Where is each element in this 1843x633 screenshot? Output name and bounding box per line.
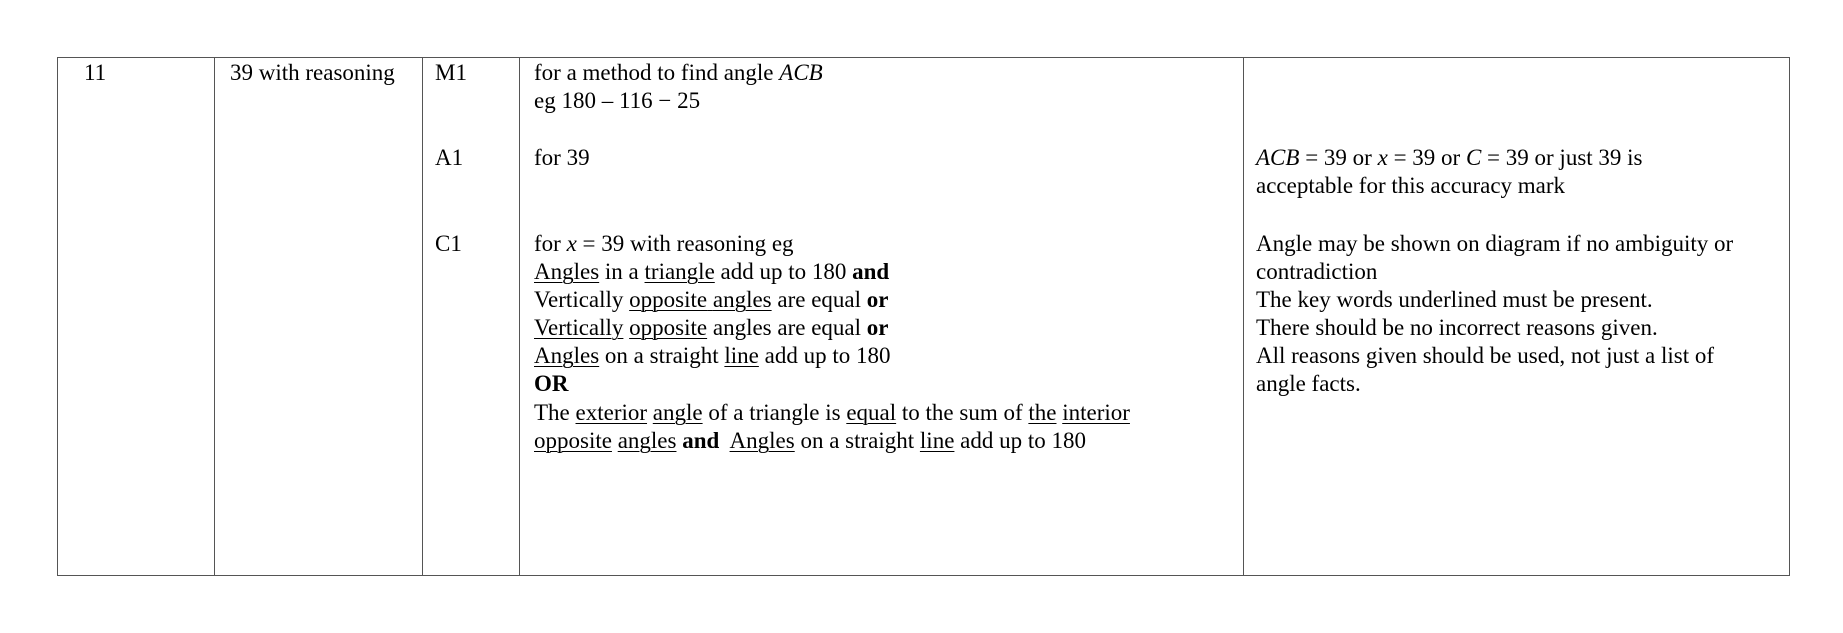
- column-divider: [1243, 58, 1244, 575]
- c1-note-line: angle facts.: [1256, 371, 1361, 396]
- m1-example-line: eg 180 – 116 − 25: [534, 88, 701, 113]
- column-divider: [519, 58, 520, 575]
- c1-note-line: All reasons given should be used, not just a list of: [1256, 343, 1715, 368]
- c1-note-line: contradiction: [1256, 259, 1378, 284]
- m1-method-line: for a method to find angle ACB: [534, 60, 823, 85]
- c1-reason-line: The exterior angle of a triangle is equal to the sum of the interior: [534, 400, 1130, 425]
- column-divider: [422, 58, 423, 575]
- mark-a1: A1: [435, 145, 464, 170]
- c1-reason-line: Vertically opposite angles are equal or: [534, 287, 889, 312]
- question-number: 11: [84, 60, 107, 85]
- a1-note-line: ACB = 39 or x = 39 or C = 39 or just 39 is: [1256, 145, 1643, 170]
- c1-intro-line: for x = 39 with reasoning eg: [534, 231, 794, 256]
- mark-c1: C1: [435, 231, 462, 256]
- c1-reason-line: Angles in a triangle add up to 180 and: [534, 259, 890, 284]
- a1-note-line: acceptable for this accuracy mark: [1256, 173, 1566, 198]
- c1-note-line: The key words underlined must be present.: [1256, 287, 1653, 312]
- mark-m1: M1: [435, 60, 467, 85]
- answer: 39 with reasoning: [230, 60, 395, 85]
- c1-reason-line: Angles on a straight line add up to 180: [534, 343, 891, 368]
- c1-note-line: Angle may be shown on diagram if no ambiguity or: [1256, 231, 1734, 256]
- mark-scheme-table: [57, 57, 1790, 576]
- a1-guidance: for 39: [534, 145, 590, 170]
- c1-note-line: There should be no incorrect reasons given.: [1256, 315, 1658, 340]
- c1-or-separator: OR: [534, 371, 569, 396]
- c1-reason-line: Vertically opposite angles are equal or: [534, 315, 889, 340]
- c1-reason-line: opposite angles and Angles on a straight line add up to 180: [534, 428, 1087, 453]
- column-divider: [214, 58, 215, 575]
